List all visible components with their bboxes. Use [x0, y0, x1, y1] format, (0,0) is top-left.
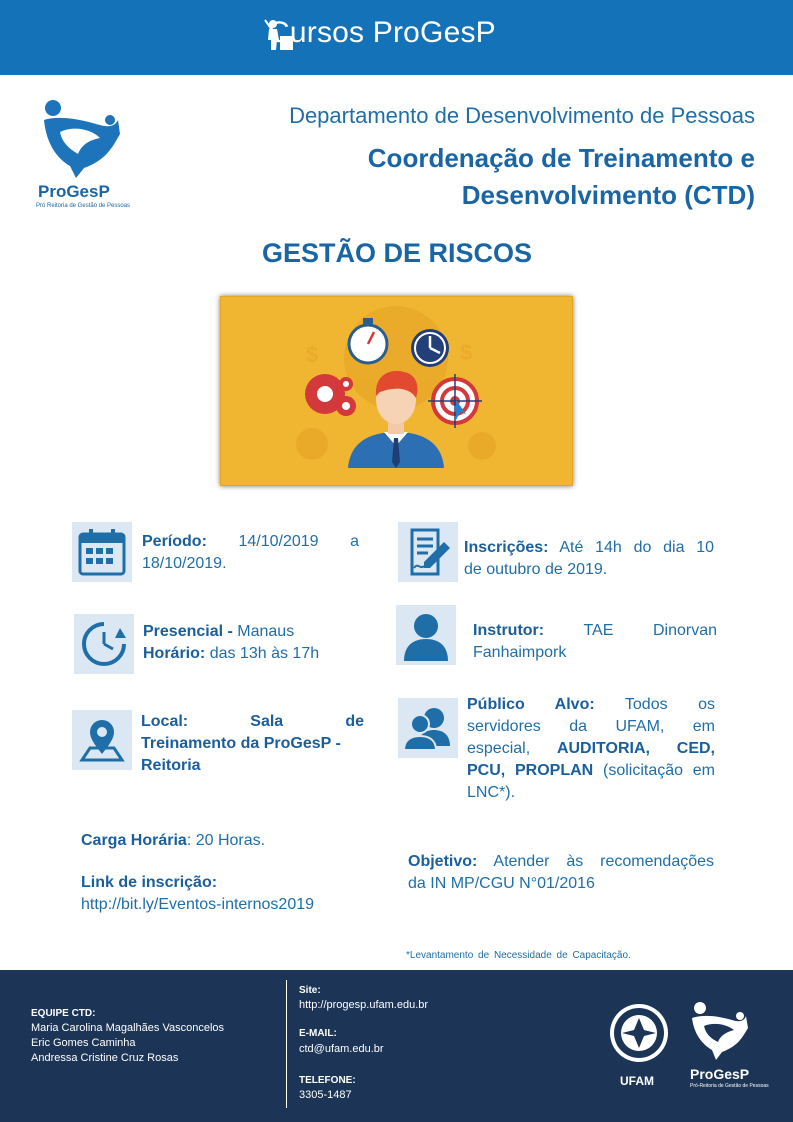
link-label	[81, 872, 217, 894]
phone-value: 3305-1487	[299, 1089, 352, 1101]
publico-text-1: Todos os	[624, 696, 715, 713]
coordination-line-2: Desenvolvimento (CTD)	[461, 180, 755, 210]
svg-text:$: $	[460, 340, 473, 365]
calendar-icon-box	[72, 522, 132, 582]
periodo-block	[142, 531, 359, 575]
group-icon-box	[398, 698, 458, 758]
site-link[interactable]: http://progesp.ufam.edu.br	[299, 999, 429, 1011]
instrutor-name-2: Fanhaimpork	[473, 644, 567, 661]
periodo-label: Período:	[142, 533, 207, 550]
presencial-line	[143, 621, 363, 643]
publico-bold-4: PCU, PROPLAN	[467, 762, 594, 779]
ufam-label: UFAM	[620, 1074, 654, 1088]
person-icon-box	[396, 605, 456, 665]
team-member: Maria Carolina Magalhães Vasconcelos	[31, 1022, 225, 1034]
instrutor-line-1	[473, 620, 717, 642]
carga-horaria	[81, 830, 265, 852]
location-pin-icon	[72, 710, 132, 770]
footer	[0, 970, 793, 1122]
periodo-line-1	[142, 531, 359, 553]
inscricoes-line-1	[464, 537, 714, 559]
team-member: Andressa Cristine Cruz Rosas	[31, 1052, 179, 1064]
footnote: *Levantamento de Necessidade de Capacitação.	[406, 950, 631, 961]
carga-value: : 20 Horas.	[186, 832, 266, 849]
clock-icon-box	[74, 614, 134, 674]
team-label: EQUIPE CTD:	[31, 1008, 96, 1019]
periodo-a: a	[350, 533, 359, 550]
inscricoes-label: Inscrições:	[464, 539, 549, 556]
publico-line-5: LNC*).	[467, 784, 516, 801]
group-icon	[398, 698, 458, 758]
local-line-1	[141, 711, 364, 733]
wall-clock-icon	[411, 329, 449, 367]
progesp-footer-logo-icon	[688, 1000, 752, 1062]
local-w1: Sala	[250, 713, 284, 730]
periodo-start: 14/10/2019	[238, 533, 319, 550]
local-w2: de	[345, 713, 364, 730]
progesp-emblem-icon	[36, 98, 134, 180]
instrutor-name-1: TAE Dinorvan	[583, 622, 718, 639]
coordination-line-1: Coordenação de Treinamento e	[367, 143, 755, 173]
form-icon-box	[398, 522, 458, 582]
objetivo-block	[408, 851, 714, 895]
publico-text-4: (solicitação em	[602, 762, 715, 779]
inscricoes-block	[464, 537, 714, 581]
horario-value: das 13h às 17h	[209, 645, 320, 662]
local-label: Local:	[141, 713, 189, 730]
calendar-icon	[72, 522, 132, 582]
hero-illustration	[220, 296, 573, 486]
person-icon	[396, 605, 456, 665]
presencial-block	[143, 621, 363, 665]
local-line-3: Reitoria	[141, 757, 201, 774]
phone-label: TELEFONE:	[299, 1075, 356, 1086]
publico-line-2: servidores da UFAM, em	[467, 718, 715, 735]
presencial-city: Manaus	[237, 623, 295, 640]
publico-bold-3: AUDITORIA, CED,	[556, 740, 715, 757]
department-name: Departamento de Desenvolvimento de Pessoas	[289, 103, 755, 128]
publico-line-3	[467, 738, 715, 760]
logo-subtitle: Pró Reitoria de Gestão de Pessoas	[36, 203, 131, 209]
publico-text-3: especial,	[467, 740, 531, 757]
header-title: Cursos ProGesP	[268, 16, 496, 49]
progesp-logo	[36, 98, 134, 212]
footer-divider	[286, 980, 287, 1108]
publico-line-1	[467, 694, 715, 716]
inscricoes-text-1: Até 14h do dia 10	[559, 539, 715, 556]
email-link[interactable]: ctd@ufam.edu.br	[299, 1043, 384, 1055]
link-label-text: Link de inscrição:	[81, 874, 218, 891]
inscricoes-line-2: de outubro de 2019.	[464, 561, 608, 578]
footer-progesp-subtitle: Pró-Reitoria de Gestão de Pessoas	[690, 1083, 769, 1089]
horario-label: Horário:	[143, 645, 206, 662]
publico-label: Público Alvo:	[467, 696, 595, 713]
periodo-end: 18/10/2019.	[142, 555, 227, 572]
local-block	[141, 711, 364, 777]
presencial-label: Presencial -	[143, 623, 233, 640]
publico-block	[467, 694, 715, 804]
svg-text:$: $	[306, 342, 319, 367]
publico-line-4	[467, 760, 715, 782]
registration-link[interactable]: http://bit.ly/Eventos-internos2019	[81, 896, 315, 913]
objetivo-label: Objetivo:	[408, 853, 478, 870]
objetivo-line-1	[408, 851, 714, 873]
email-label: E-MAIL:	[299, 1028, 337, 1039]
horario-line	[143, 643, 363, 665]
form-pen-icon	[398, 522, 458, 582]
objetivo-line-2: da IN MP/CGU N°01/2016	[408, 875, 595, 892]
site-label: Site:	[299, 985, 321, 996]
instrutor-block	[473, 620, 717, 664]
clock-icon	[74, 614, 134, 674]
team-member: Eric Gomes Caminha	[31, 1037, 136, 1049]
carga-label: Carga Horária	[81, 832, 187, 849]
objetivo-text-1: Atender às recomendações	[493, 853, 715, 870]
ufam-seal-icon	[608, 1002, 670, 1064]
footer-progesp-name: ProGesP	[690, 1066, 750, 1082]
local-line-2: Treinamento da ProGesP -	[141, 735, 341, 752]
location-icon-box	[72, 710, 132, 770]
logo-name: ProGesP	[38, 182, 110, 201]
instrutor-label: Instrutor:	[473, 622, 545, 639]
course-title: GESTÃO DE RISCOS	[262, 238, 533, 268]
